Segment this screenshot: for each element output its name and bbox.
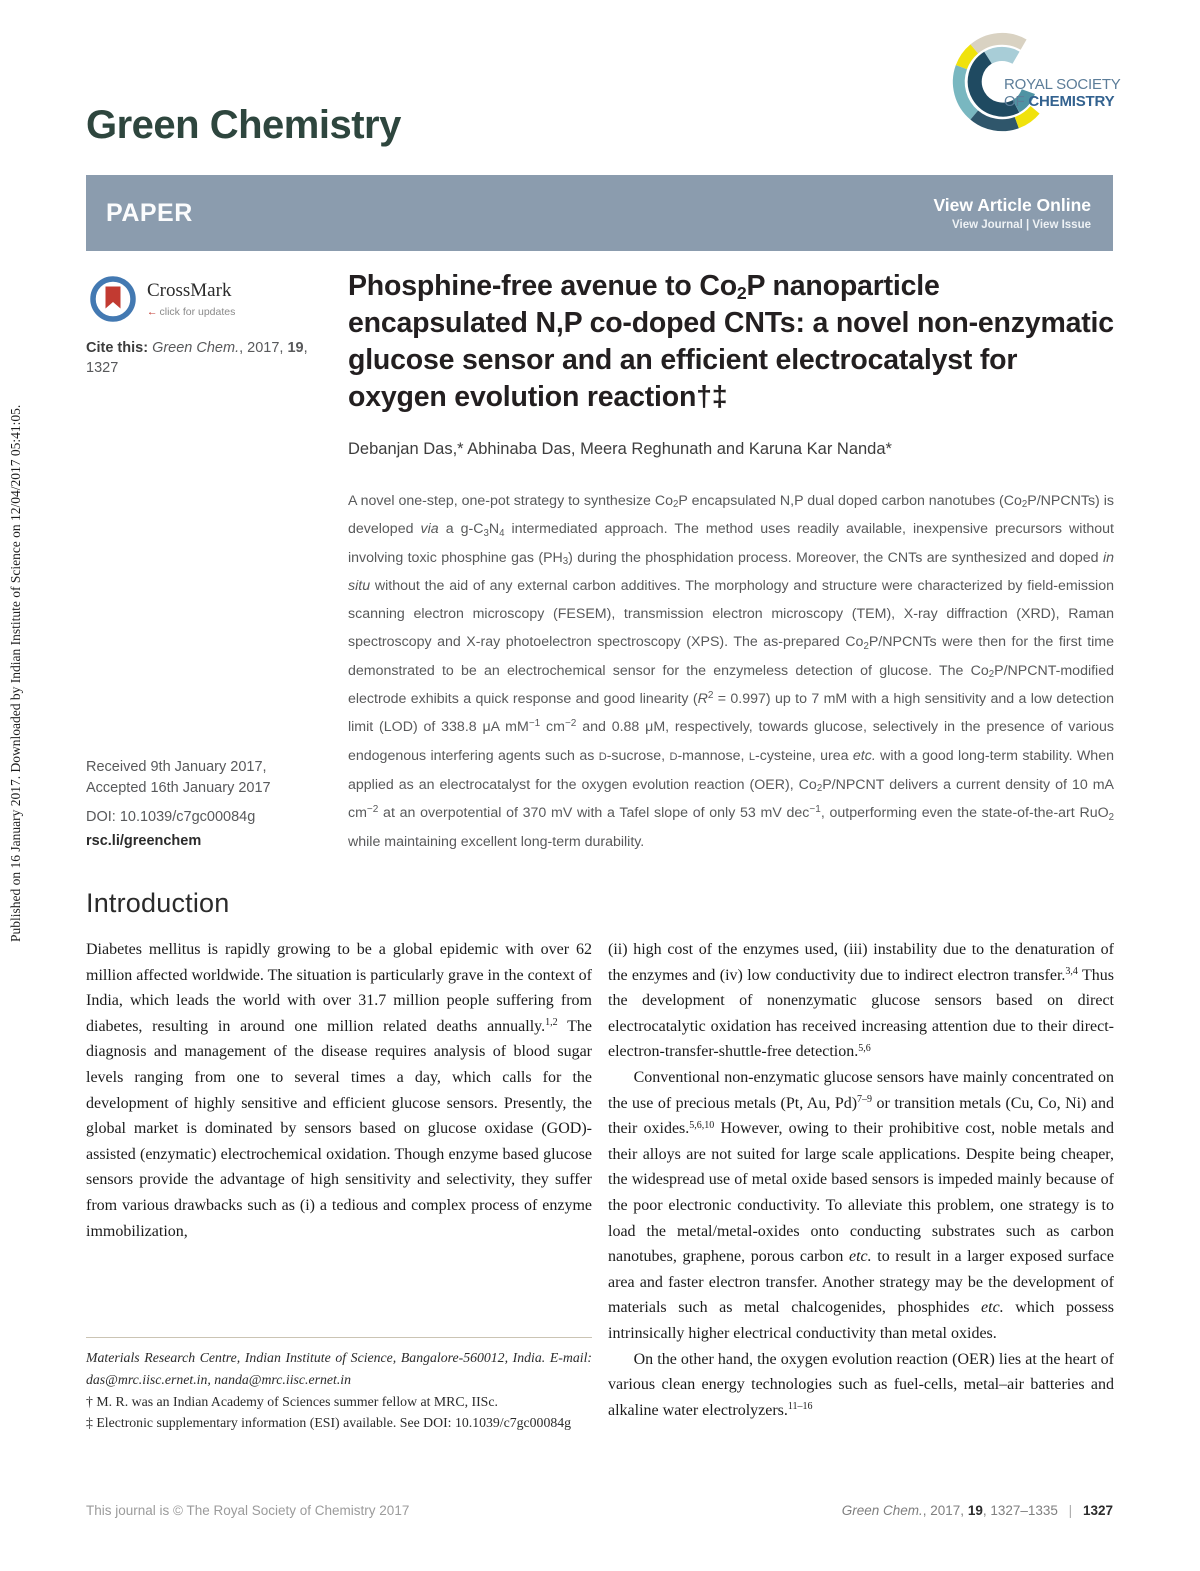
intro-paragraph-3: Conventional non-enzymatic glucose sensors have mainly concentrated on the use of precious metals (Pt, Au, Pd)$^{7-9}$ or transition metals (Cu, Co, Ni) and their oxides.$^{5,6,10}$ However, owing to their prohibitive cost, noble metals and their alloys are not suited for large scale applications. Despite being cheaper, the widespread use of metal oxide based sensors is impeded mainly because of the poor electronic conductivity. To alleviate this problem, one strategy is to load the metal/metal-oxides onto conducting substrates such as carbon nanotubes, graphene, porous carbon etc. to result in a larger exposed surface area and faster electron transfer. Another strategy may be the development of materials such as metal chalcogenides, phosphides etc. which possess intrinsically higher electrical conductivity than metal oxides. xyxy=(608,1068,1115,1342)
view-journal-issue-links xyxy=(933,219,1091,231)
crossmark-text xyxy=(147,274,235,320)
abstract-text: A novel one-step, one-pot strategy to synthesize $Co_2P$ encapsulated N,P dual doped carbon nanotubes $(Co_2P/NPCNTs)$ is developed via a $g-C_3N_4$ intermediated approach. The method uses readily available, inexpensive precursors without involving toxic phosphine gas $(PH_3)$ during the phosphidation process. Moreover, the CNTs are synthesized and doped in situ without the aid of any external carbon additives. The morphology and structure were characterized by field-emission scanning electron microscopy (FESEM), transmission electron microscopy (TEM), X-ray diffraction (XRD), Raman spectroscopy and X-ray photoelectron spectroscopy (XPS). The as-prepared $Co_2P$/NPCNTs were then for the first time demonstrated to be an electrochemical sensor for the enzymeless detection of glucose. The $Co_2P/NPCNT$-modified electrode exhibits a quick response and good linearity $(R^2 = 0.997)$ up to 7 mM with a high sensitivity and a low detection limit (LOD) of 338.8 μA $mM^{-1}$ $cm^{-2}$ and 0.88 μM, respectively, towards glucose, selectively in the presence of various endogenous interfering agents such as D-sucrose, D-mannose, L-cysteine, urea etc. with a good long-term stability. When applied as an electrocatalyst for the oxygen evolution reaction (OER), $Co_2P$/NPCNT delivers a current density of 10 mA $cm^{-2}$ at an overpotential of 370 mV with a Tafel slope of only 53 mV dec$^{-1}$, outperforming even the state-of-the-art RuO$_2$ while maintaining excellent long-term durability. xyxy=(348,493,1115,850)
cite-this-label: Cite this: xyxy=(86,340,149,356)
doi: DOI: 10.1039/c7gc00084g xyxy=(86,809,256,826)
rsc-logo-text xyxy=(1004,76,1121,110)
cite-this xyxy=(86,338,321,379)
crossmark-tagline: ← click for updates xyxy=(147,306,236,318)
intro-paragraph-1: Diabetes mellitus is rapidly growing to be a global epidemic with over 62 million affected worldwide. The situation is particularly grave in the context of India, which leads the world with over 31.7 million people suffering from diabetes, resulting in around one million related deaths annually.$^{1,2}$ The diagnosis and management of the disease requires analysis of blood sugar levels ranging from one to several times a day, which calls for the development of highly sensitive and efficient glucose sensors. Presently, the global market is dominated by sensors based on glucose oxidase (GOD)-assisted (enzymatic) electrochemical oxidation. Though enzyme based glucose sensors provide the advantage of high sensitivity and selectivity, they suffer from various drawbacks such as (i) a tedious and complex process of enzyme immobilization, xyxy=(86,941,592,1240)
paper-type-label: PAPER xyxy=(106,198,193,227)
author-list: Debanjan Das,* Abhinaba Das, Meera Reghunath and Karuna Kar Nanda* xyxy=(348,440,892,458)
crossmark-icon xyxy=(88,274,138,324)
view-journal-link[interactable]: View Journal xyxy=(952,219,1023,231)
link-separator: | xyxy=(1022,219,1033,231)
copyright-notice: This journal is © The Royal Society of Chemistry 2017 xyxy=(86,1503,410,1518)
journal-title: Green Chemistry xyxy=(86,103,401,147)
article-title: Phosphine-free avenue to $Co_2P$ nanoparticle encapsulated N,P co-doped CNTs: a novel non-enzymatic glucose sensor and an efficient electrocatalyst for oxygen evolution reaction†‡ xyxy=(348,270,1114,413)
intro-paragraph-4: On the other hand, the oxygen evolution reaction (OER) lies at the heart of various clean energy technologies such as fuel-cells, metal–air batteries and alkaline water electrolyzers.$^{11-16}$ xyxy=(608,1350,1114,1419)
received-date: Received 9th January 2017, xyxy=(86,759,267,775)
download-stamp: Published on 16 January 2017. Downloaded by Indian Institute of Science on 12/04/2017 05:41:05. xyxy=(8,404,23,942)
crossmark-name: CrossMark xyxy=(147,280,232,301)
history-block xyxy=(86,757,336,828)
view-issue-link[interactable]: View Issue xyxy=(1032,219,1091,231)
paper-type-banner xyxy=(86,175,1113,251)
cite-this-ref: Green Chem., 2017, 19, 1327 xyxy=(86,340,308,377)
footnotes xyxy=(86,1337,592,1434)
rsc-logo-line2: OF CHEMISTRY xyxy=(1004,93,1115,110)
left-arrow-icon: ← xyxy=(147,306,158,318)
rsc-logo-line1: ROYAL SOCIETY xyxy=(1004,76,1121,93)
dagger-footnote: † M. R. was an Indian Academy of Sciences summer fellow at MRC, IISc. xyxy=(86,1393,498,1409)
intro-paragraph-2: (ii) high cost of the enzymes used, (iii) instability due to the denaturation of the enzymes and (iv) low conductivity due to indirect electron transfer.$^{3,4}$ Thus the development of nonenzymatic glucose sensors based on direct electrocatalytic oxidation has received increasing attention due to their direct-electron-transfer-shuttle-free detection.$^{5,6}$ xyxy=(608,941,1114,1061)
rsc-logo xyxy=(948,28,1128,160)
section-heading-introduction: Introduction xyxy=(86,888,230,918)
banner-links xyxy=(933,195,1091,231)
affiliation-footnote: Materials Research Centre, Indian Institute of Science, Bangalore-560012, India. E-mail: das@mrc.iisc.ernet.in, nanda@mrc.iisc.ernet.in xyxy=(86,1350,592,1387)
intro-column-right xyxy=(608,937,1114,1423)
crossmark-badge[interactable] xyxy=(88,274,235,324)
page-citation: Green Chem., 2017, 19, 1327–1335 | 1327 xyxy=(841,1503,1113,1518)
accepted-date: Accepted 16th January 2017 xyxy=(86,779,271,796)
journal-url-link[interactable]: rsc.li/greenchem xyxy=(86,833,202,849)
view-article-online-link[interactable]: View Article Online xyxy=(933,195,1091,215)
intro-column-left xyxy=(86,937,592,1244)
ddagger-footnote: ‡ Electronic supplementary information (ESI) available. See DOI: 10.1039/c7gc00084g xyxy=(86,1415,572,1431)
